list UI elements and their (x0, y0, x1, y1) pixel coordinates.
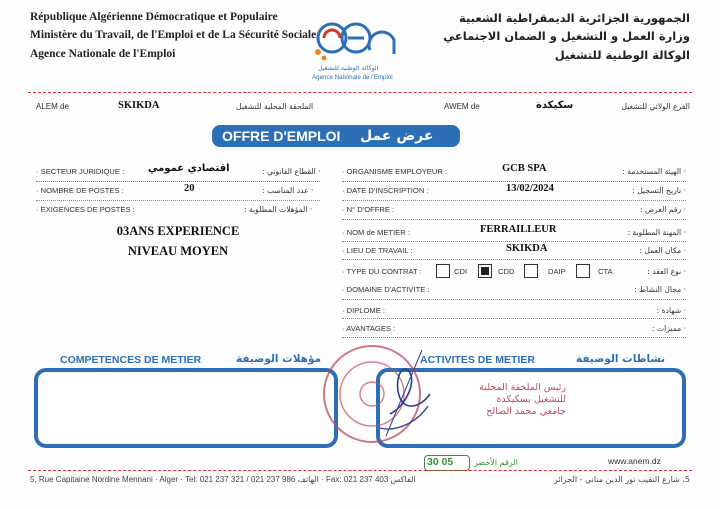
title-ar: عرض عمل (360, 128, 434, 144)
website-link[interactable]: www.anem.dz (608, 456, 661, 466)
contract-cdd-label: CDD (498, 267, 515, 276)
metier-label-ar: · المهنة المطلوبة : (627, 228, 686, 237)
domaine-label-ar: · مجال النشاط : (634, 285, 686, 294)
awem-value: سكيكدة (536, 100, 574, 111)
exigences-label-ar: · المؤهلات المطلوبة : (244, 205, 313, 214)
secteur-value: اقتصادي عمومي (148, 163, 230, 174)
anem-logo (310, 10, 410, 82)
exigences-label: · EXIGENCES DE POSTES : (36, 205, 135, 214)
header-fr-line2: Ministère du Travail, de l'Emploi et de La Sécurité Sociale (30, 29, 317, 41)
metier-label: · NOM de METIER : (342, 228, 410, 237)
stamp-line1: رئيس الملحقة المحلية (479, 382, 566, 393)
postes-value: 20 (184, 183, 195, 194)
diplome-label: · DIPLOME : (342, 306, 386, 315)
green-number-badge (424, 455, 470, 471)
secteur-label-ar: · القطاع القانوني : (262, 167, 321, 176)
lieu-value: SKIKDA (506, 243, 548, 254)
competences-title-ar: مؤهلات الوضيفة (236, 353, 322, 365)
logo-caption-fr: Agence Nationale de l'Emploi (312, 74, 393, 81)
offre-label-ar: · رقم العرض : (639, 205, 686, 214)
exigence-line1: 03ANS EXPERIENCE (116, 224, 240, 238)
contract-cdi-label: CDI (454, 267, 468, 276)
contract-daip-label: DAIP (548, 267, 566, 276)
green-number-label: الرقم الأخضر (474, 458, 518, 467)
inscription-value: 13/02/2024 (506, 183, 554, 194)
organisme-label-ar: · الهيئة المستخدمة : (622, 167, 686, 176)
footer-divider (28, 470, 692, 471)
phone-label-ar: الهاتف (297, 475, 319, 484)
competences-panel (34, 368, 338, 448)
header-ar-line2: وزارة العمل و التشغيل و الضمان الاجتماعي (443, 29, 690, 43)
fax: · Fax: 021 237 403 (321, 475, 389, 484)
header-fr-line3: Agence Nationale de l'Emploi (30, 48, 176, 60)
header-fr-line1: République Algérienne Démocratique et Populaire (30, 11, 278, 23)
title-banner (212, 125, 460, 147)
header-ar-line3: الوكالة الوطنية للتشغيل (554, 48, 690, 62)
header-divider (28, 92, 692, 93)
awem-label-ar: الفرع الولائي للتشغيل (621, 102, 690, 111)
stamp-line3: جامعي محمد الصالح (486, 406, 566, 417)
inscription-label: · DATE D'INSCRIPTION : (342, 186, 429, 195)
awem-label: AWEM de (444, 102, 480, 111)
activites-title: ACTIVITES DE METIER (420, 354, 535, 366)
contract-cta-checkbox[interactable] (576, 264, 590, 278)
address-ar: 5، شارع النقيب نور الدين مناني - الجزائر (553, 475, 690, 484)
lieu-label-ar: · مكان العمل : (639, 246, 686, 255)
fax-label-ar: الفاكس (390, 475, 416, 484)
secteur-label: · SECTEUR JURIDIQUE : (36, 167, 125, 176)
anem-logo-icon (310, 10, 410, 68)
postes-label: · NOMBRE DE POSTES : (36, 186, 124, 195)
avantages-label-ar: · مميزات : (652, 324, 686, 333)
contract-daip-checkbox[interactable] (524, 264, 538, 278)
contract-cdd-checkbox[interactable] (478, 264, 492, 278)
contract-cdi-checkbox[interactable] (436, 264, 450, 278)
organisme-label: · ORGANISME EMPLOYEUR : (342, 167, 448, 176)
alem-label-ar: الملحقة المحلية للتشغيل (236, 102, 314, 111)
official-seal-icon (310, 336, 440, 456)
exigence-line2: NIVEAU MOYEN (127, 244, 229, 258)
inscription-label-ar: · تاريخ التسجيل : (632, 186, 686, 195)
metier-value: FERRAILLEUR (480, 224, 557, 235)
avantages-label: · AVANTAGES : (342, 324, 396, 333)
stamp-text (446, 382, 566, 418)
title-fr: OFFRE D'EMPLOI (222, 128, 341, 144)
header-ar-line1: الجمهورية الجزائرية الديمقراطية الشعبية (458, 11, 690, 25)
domaine-label: · DOMAINE D'ACTIVITE : (342, 285, 430, 294)
lieu-label: · LIEU DE TRAVAIL : (342, 246, 413, 255)
logo-caption-ar: الوكالة الوطنية للتشغيل (318, 65, 379, 72)
alem-label: ALEM de (36, 102, 69, 111)
offre-label: · N° D'OFFRE : (342, 205, 395, 214)
footer-address (30, 475, 416, 484)
contrat-label: · TYPE DU CONTRAT : (342, 267, 422, 276)
address-fr: 5, Rue Capitaine Nordine Mennani · Alger · Tel: 021 237 321 / 021 237 986 (30, 475, 296, 484)
stamp-line2: للتشغيل بسكيكدة (496, 394, 566, 405)
alem-value: SKIKDA (118, 100, 160, 111)
contrat-label-ar: · نوع العقد : (647, 267, 686, 276)
postes-label-ar: · عدد المناصب : (262, 186, 314, 195)
contract-cta-label: CTA (598, 267, 613, 276)
activites-title-ar: نشاطات الوضيفة (576, 353, 666, 365)
diplome-label-ar: · شهادة : (656, 306, 686, 315)
green-number: 30 05 (427, 456, 454, 468)
organisme-value: GCB SPA (502, 163, 547, 174)
competences-title: COMPETENCES DE METIER (60, 354, 202, 366)
